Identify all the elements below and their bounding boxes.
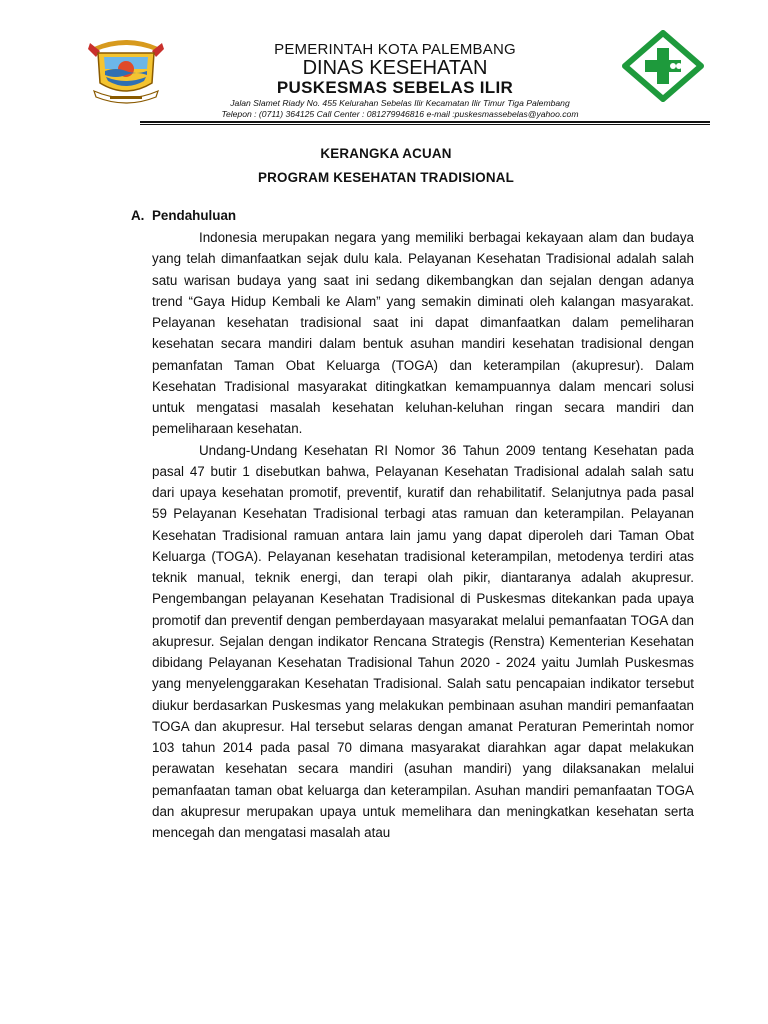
palembang-city-emblem-icon — [86, 33, 166, 107]
section-pendahuluan — [131, 207, 694, 843]
paragraph: Indonesia merupakan negara yang memiliki berbagai kekayaan alam dan budaya yang telah dimanfaatkan sejak dulu kala. Pelayanan Kesehatan Tradisional adalah salah satu warisan budaya yang saat ini sedang dikembangkan dan sejalan dengan adanya trend “Gaya Hidup Kembali ke Alam” yang semakin diminati oleh kalangan masyarakat. Pelayanan kesehatan tradisional saat ini dapat dimanfaatkan dalam pemeliharan kesehatan secara mandiri dalam bentuk asuhan mandiri kesehatan tradisional dengan pemanfatan Taman Obat Keluarga (TOGA) dan keterampilan (akupresur). Dalam Kesehatan Tradisional masyarakat ditingkatkan kemampuannya dalam mencari solusi untuk mengatasi masalah kesehatan keluhan-keluhan ringan secara mandiri dan pemeliharaan kesehatan. — [152, 230, 694, 437]
letterhead-government: PEMERINTAH KOTA PALEMBANG — [274, 41, 516, 58]
document-subtitle: PROGRAM KESEHATAN TRADISIONAL — [257, 170, 514, 185]
section-number: A. — [131, 208, 145, 223]
document-title: KERANGKA ACUAN — [320, 146, 452, 161]
puskesmas-green-cross-icon — [619, 30, 707, 102]
letterhead-contact: Telepon : (0711) 364125 Call Center : 081279946816 e-mail :puskesmassebelas@yahoo.com — [221, 109, 579, 119]
section-body — [152, 227, 694, 843]
paragraph: Undang-Undang Kesehatan RI Nomor 36 Tahun 2009 tentang Kesehatan pada pasal 47 butir 1 disebutkan bahwa, Pelayanan Kesehatan Tradisional adalah salah satu dari upaya kesehatan promotif, preventif, kuratif dan rehabilitatif. Selanjutnya pada pasal 59 Pelayanan Kesehatan Tradisional terbagi atas ramuan dan keterampilan. Pelayanan Kesehatan Tradisional ramuan antara lain jamu yang dapat diperoleh dari Taman Obat Keluarga (TOGA). Pelayanan kesehatan tradisional keterampilan, metodenya terdiri atas teknik manual, teknik energi, dan terapi olah pikir, diantaranya adalah akupresur. Pengembangan pelayanan Kesehatan Tradisional di Puskesmas ditekankan pada upaya promotif dan preventif dengan pemberdayaan masyarakat melalui pemanfaatan TOGA dan akupresur. Sejalan dengan indikator Rencana Strategis (Renstra) Kementerian Kesehatan dibidang Pelayanan Kesehatan Tradisional Tahun 2020 - 2024 yaitu Jumlah Puskesmas yang menyelenggarakan Kesehatan Tradisional. Salah satu pencapaian indikator tersebut diukur berdasarkan Puskesmas yang melakukan pembinaan asuhan mandiri pemanfaatan TOGA dan akupresur. Hal tersebut selaras dengan amanat Peraturan Pemerintah nomor 103 tahun 2014 pada pasal 70 dimana masyarakat diarahkan agar dapat melakukan perawatan kesehatan secara mandiri (asuhan mandiri) yang dilaksanakan melalui pemanfaatan taman obat keluarga dan keterampilan. Asuhan mandiri pemanfaatan TOGA dan akupresur merupakan upaya untuk memelihara dan meningkatkan kesehatan serta mencegah dan mengatasi masalah atau — [152, 442, 694, 840]
section-heading — [131, 207, 694, 225]
section-title: Pendahuluan — [152, 208, 237, 223]
letterhead-divider — [140, 121, 710, 123]
letterhead — [0, 0, 768, 128]
letterhead-divider-thin — [140, 124, 710, 125]
letterhead-institution: PUSKESMAS SEBELAS ILIR — [276, 78, 514, 97]
document-titles — [150, 145, 622, 187]
letterhead-address: Jalan Slamet Riady No. 455 Kelurahan Sebelas Ilir Kecamatan Ilir Timur Tiga Palembang — [230, 98, 570, 108]
letterhead-agency: DINAS KESEHATAN — [302, 57, 488, 79]
